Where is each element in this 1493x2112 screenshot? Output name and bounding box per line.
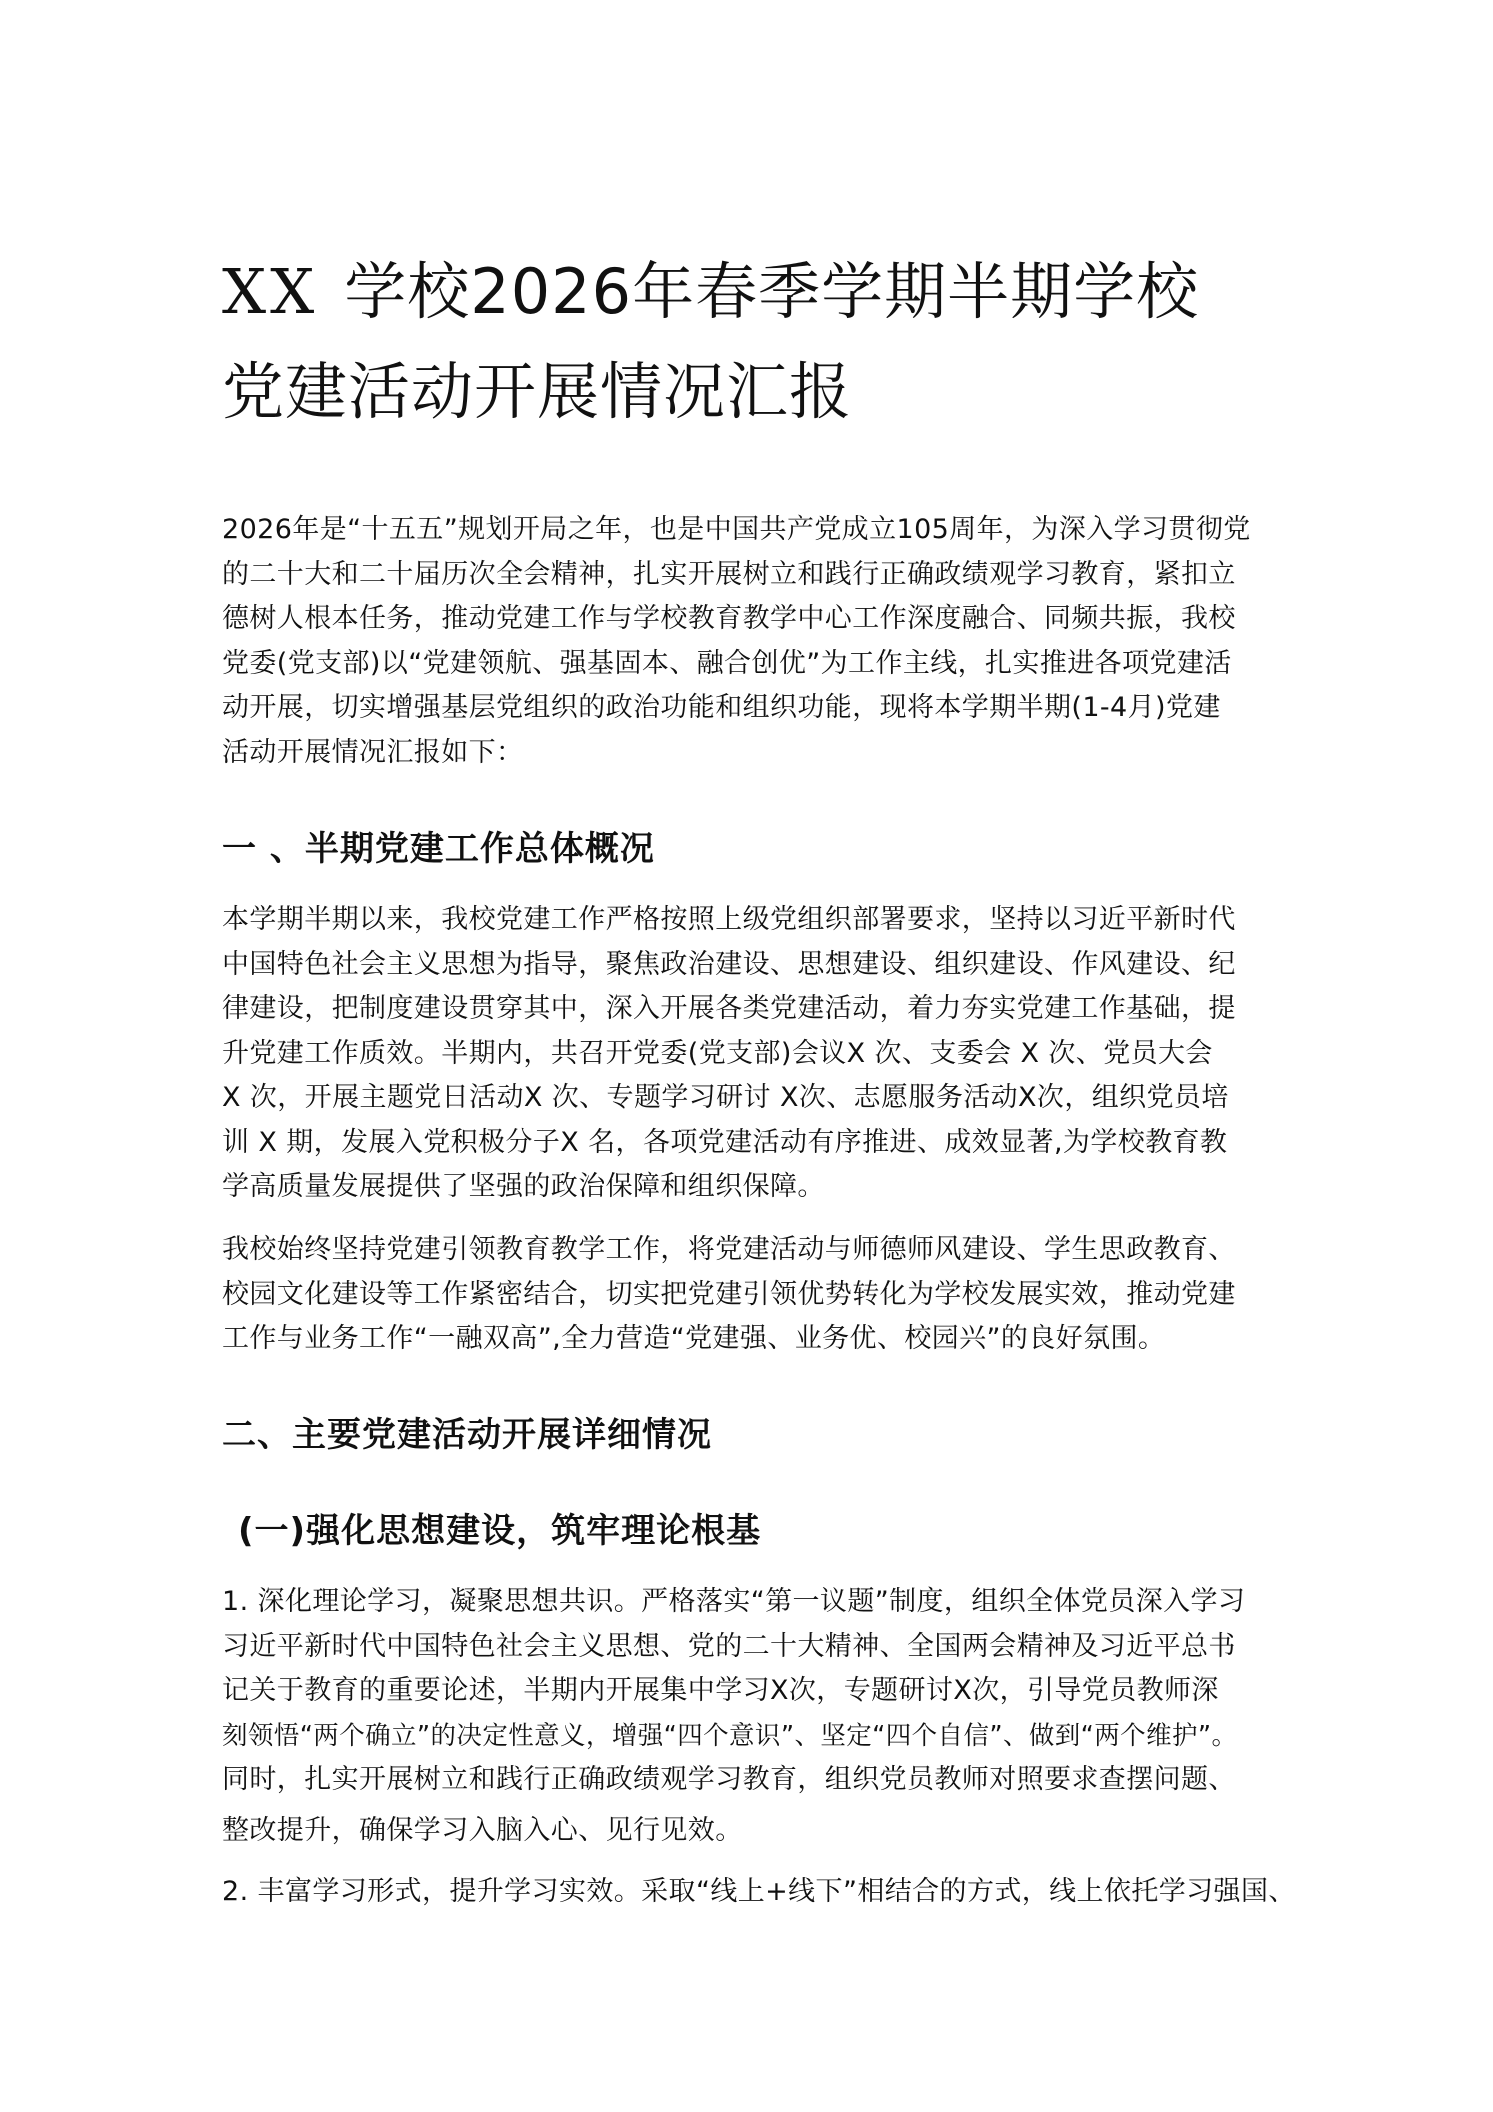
paragraph-line: 中国特色社会主义思想为指导，聚焦政治建设、思想建设、组织建设、作风建设、纪 xyxy=(222,948,1236,980)
paragraph-line: 我校始终坚持党建引领教育教学工作，将党建活动与师德师风建设、学生思政教育、 xyxy=(222,1234,1236,1265)
paragraph-line: X 次，开展主题党日活动X 次、专题学习研讨 X次、志愿服务活动X次，组织党员培 xyxy=(222,1082,1229,1113)
section-1-paragraph-1 xyxy=(222,898,1284,1210)
paragraph-line: 训 X 期，发展入党积极分子X 名，各项党建活动有序推进、成效显著,为学校教育教 xyxy=(222,1126,1228,1158)
paragraph-line: 活动开展情况汇报如下： xyxy=(222,736,524,768)
paragraph-line: 的二十大和二十届历次全会精神，扎实开展树立和践行正确政绩观学习教育，紧扣立 xyxy=(222,558,1236,590)
paragraph-line: 整改提升，确保学习入脑入心、见行见效。 xyxy=(222,1814,743,1846)
title-prefix: XX xyxy=(222,255,319,328)
document-title xyxy=(222,242,1282,442)
paragraph-line: 2026年是“十五五”规划开局之年，也是中国共产党成立105周年，为深入学习贯彻党 xyxy=(222,514,1251,545)
paragraph-line: 工作与业务工作“一融双高”,全力营造“党建强、业务优、校园兴”的良好氛围。 xyxy=(222,1323,1166,1354)
intro-paragraph xyxy=(222,508,1284,775)
paragraph-line: 2. 丰富学习形式，提升学习实效。采取“线上+线下”相结合的方式，线上依托学习强国、 xyxy=(222,1876,1296,1907)
section-1-heading: 一 、半期党建工作总体概况 xyxy=(222,829,655,869)
paragraph-line: 同时，扎实开展树立和践行正确政绩观学习教育，组织党员教师对照要求查摆问题、 xyxy=(222,1764,1236,1795)
paragraph-line: 习近平新时代中国特色社会主义思想、党的二十大精神、全国两会精神及习近平总书 xyxy=(222,1630,1236,1662)
paragraph-line: 校园文化建设等工作紧密结合，切实把党建引领优势转化为学校发展实效，推动党建 xyxy=(222,1278,1236,1310)
section-1-paragraph-2 xyxy=(222,1228,1284,1362)
paragraph-line: 动开展，切实增强基层党组织的政治功能和组织功能，现将本学期半期(1-4月)党建 xyxy=(222,692,1221,723)
paragraph-line: 德树人根本任务，推动党建工作与学校教育教学中心工作深度融合、同频共振，我校 xyxy=(222,603,1236,634)
title-line-1-text: 学校2026年春季学期半期学校 xyxy=(344,255,1200,328)
section-2-heading: 二、主要党建活动开展详细情况 xyxy=(222,1415,712,1455)
paragraph-line: 刻领悟“两个确立”的决定性意义，增强“四个意识”、坚定“四个自信”、做到“两个维护”。 xyxy=(222,1720,1238,1751)
paragraph-line: 党委(党支部)以“党建领航、强基固本、融合创优”为工作主线，扎实推进各项党建活 xyxy=(222,647,1232,679)
section-2-item-1 xyxy=(222,1580,1284,1853)
paragraph-line: 1. 深化理论学习，凝聚思想共识。严格落实“第一议题”制度，组织全体党员深入学习 xyxy=(222,1586,1246,1617)
section-2-item-2 xyxy=(222,1870,1296,1915)
paragraph-line: 本学期半期以来，我校党建工作严格按照上级党组织部署要求，坚持以习近平新时代 xyxy=(222,904,1236,935)
section-2-subheading: (一)强化思想建设，筑牢理论根基 xyxy=(238,1511,762,1551)
paragraph-line: 升党建工作质效。半期内，共召开党委(党支部)会议X 次、支委会 X 次、党员大会 xyxy=(222,1037,1213,1069)
title-line-2: 党建活动开展情况汇报 xyxy=(222,355,853,428)
paragraph-line: 记关于教育的重要论述，半期内开展集中学习X次，专题研讨X次，引导党员教师深 xyxy=(222,1675,1219,1706)
paragraph-line: 律建设，把制度建设贯穿其中，深入开展各类党建活动，着力夯实党建工作基础，提 xyxy=(222,993,1236,1024)
title-line-1 xyxy=(222,242,1282,342)
paragraph-line: 学高质量发展提供了坚强的政治保障和组织保障。 xyxy=(222,1171,825,1202)
